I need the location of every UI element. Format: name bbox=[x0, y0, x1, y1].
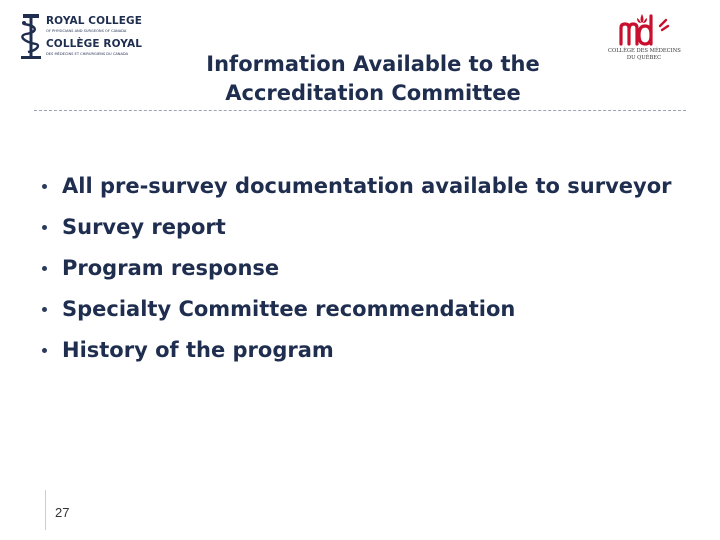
bullet-dot-icon bbox=[42, 184, 47, 189]
bullet-item bbox=[38, 295, 678, 323]
royal-college-name: ROYAL COLLEGE bbox=[46, 15, 142, 27]
college-royal-name: COLLÈGE ROYAL bbox=[46, 38, 142, 50]
cmq-fleur-de-lis-icon bbox=[618, 12, 670, 46]
caduceus-emblem-icon bbox=[20, 12, 42, 60]
bullet-item bbox=[38, 254, 678, 282]
bullet-dot-icon bbox=[42, 266, 47, 271]
page-number: 27 bbox=[55, 505, 70, 520]
slide-title-line2: Accreditation Committee bbox=[225, 81, 521, 105]
bullet-item bbox=[38, 172, 678, 200]
slide-title bbox=[150, 50, 596, 108]
slide-title-line1: Information Available to the bbox=[206, 52, 540, 76]
page-number-rule bbox=[45, 490, 46, 530]
bullet-dot-icon bbox=[42, 225, 47, 230]
bullet-dot-icon bbox=[42, 348, 47, 353]
cmq-name: COLLÈGE DES MÉDECINS bbox=[608, 48, 681, 54]
bullet-text: All pre-survey documentation available to surveyor bbox=[62, 174, 672, 198]
cmq-name-line2: DU QUÉBEC bbox=[626, 55, 662, 61]
royal-college-logo bbox=[20, 12, 170, 60]
title-divider bbox=[34, 110, 686, 111]
bullet-item bbox=[38, 213, 678, 241]
cmq-logo bbox=[608, 12, 680, 68]
bullet-text: Program response bbox=[62, 256, 280, 280]
bullet-text: History of the program bbox=[62, 338, 334, 362]
bullet-list bbox=[38, 172, 678, 377]
royal-college-subtitle: OF PHYSICIANS AND SURGEONS OF CANADA bbox=[46, 29, 127, 33]
bullet-dot-icon bbox=[42, 307, 47, 312]
bullet-item bbox=[38, 336, 678, 364]
bullet-text: Specialty Committee recommendation bbox=[62, 297, 516, 321]
bullet-text: Survey report bbox=[62, 215, 226, 239]
college-royal-subtitle: DES MÉDECINS ET CHIRURGIENS DU CANADA bbox=[46, 52, 129, 56]
